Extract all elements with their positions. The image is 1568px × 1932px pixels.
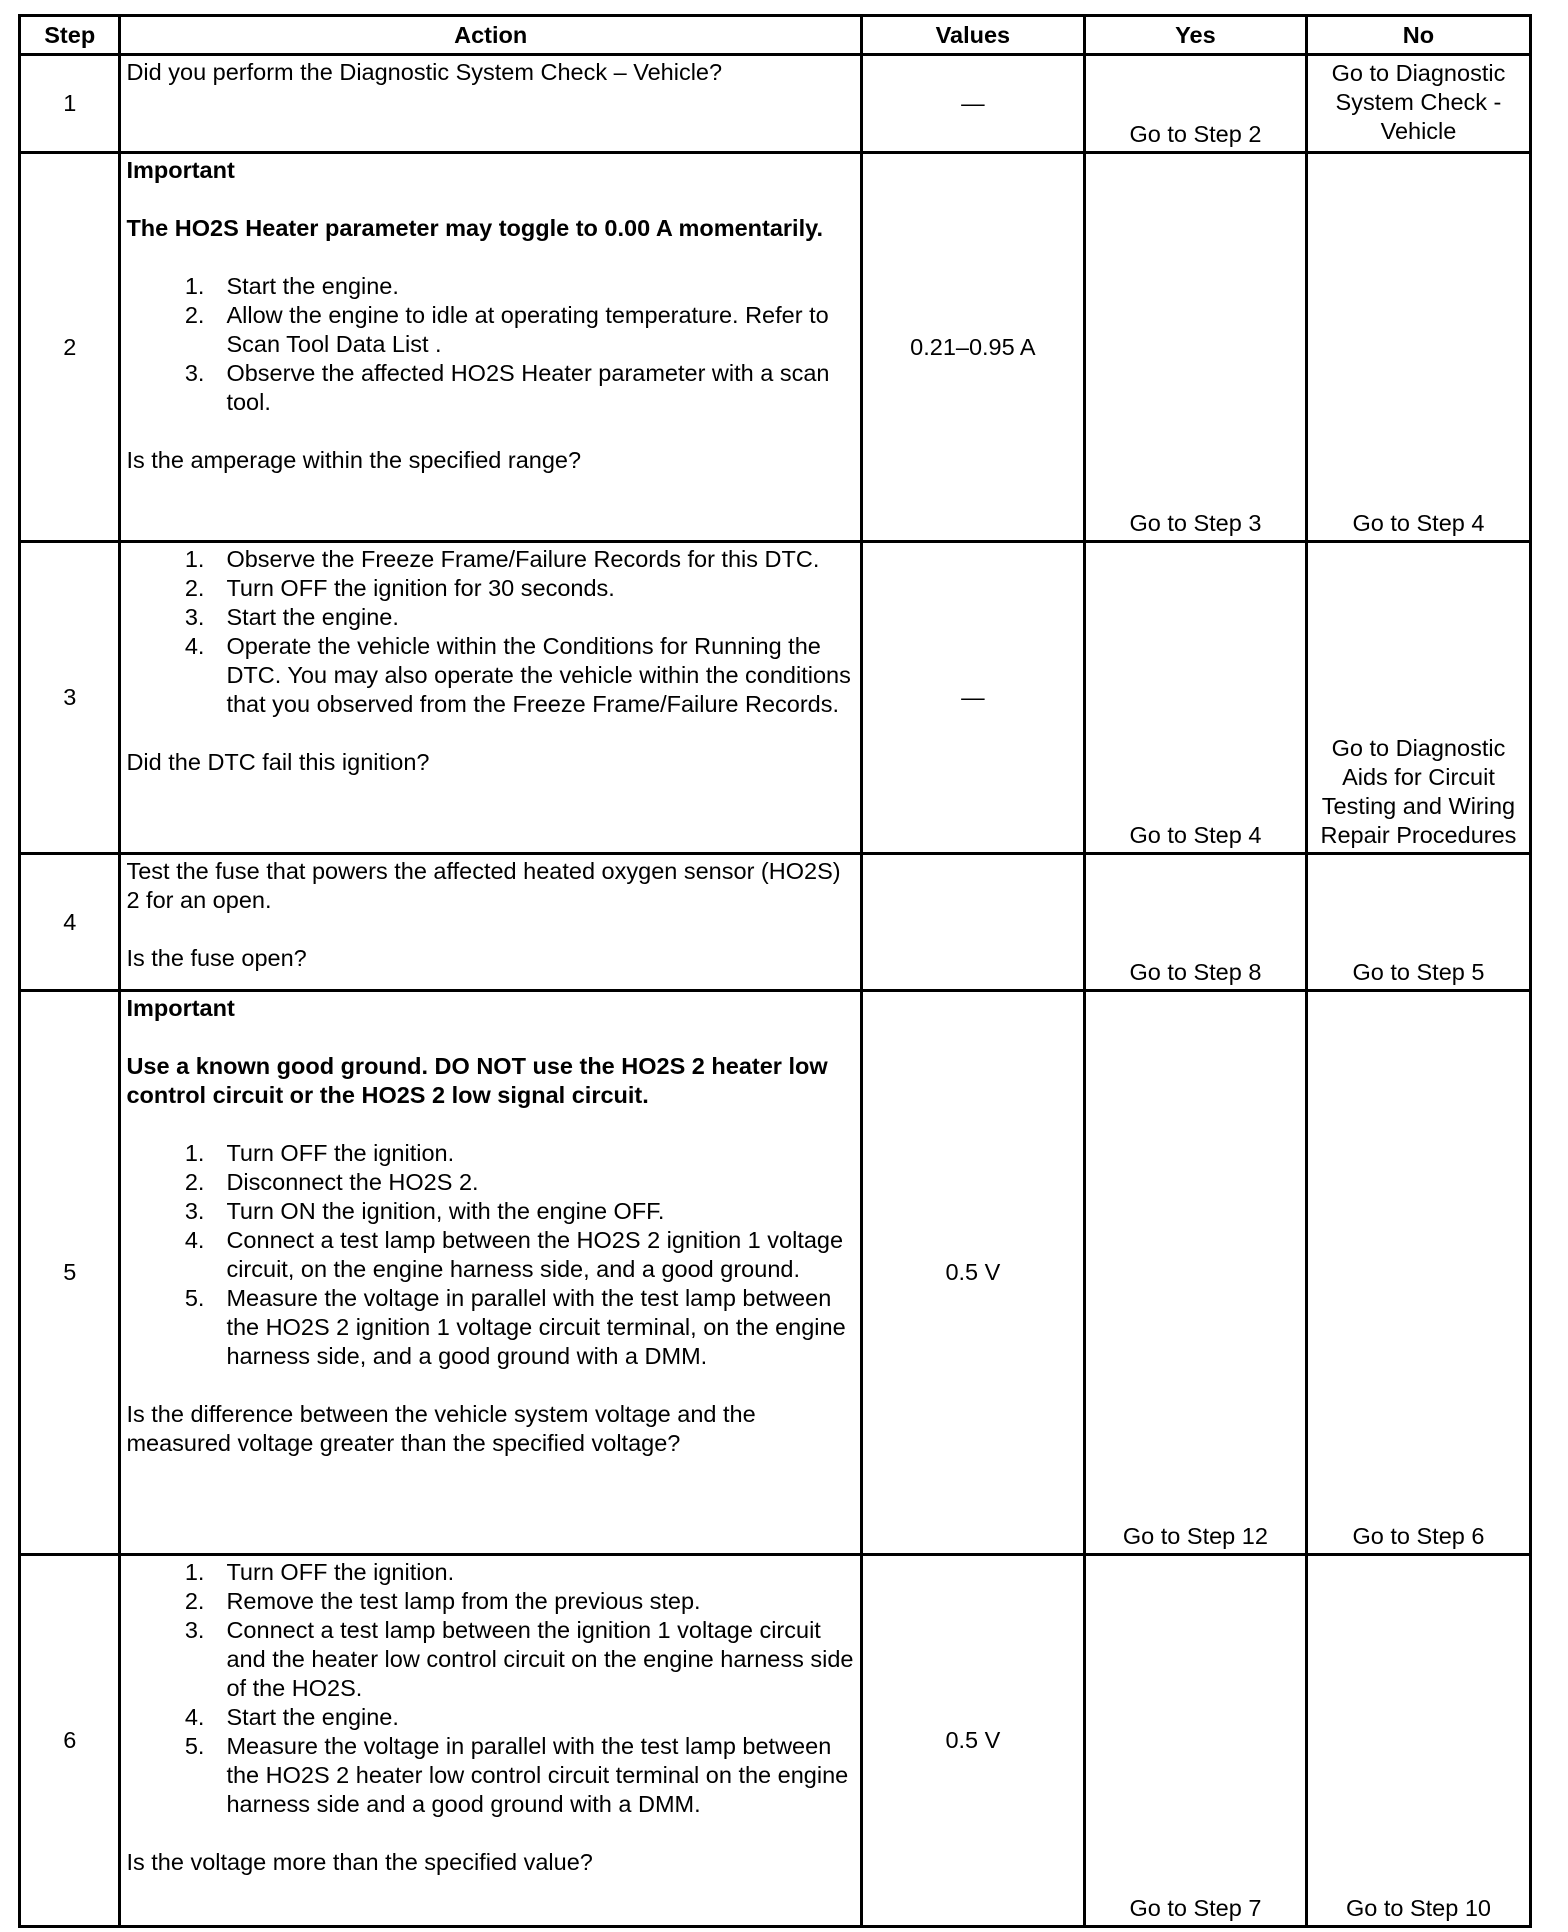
no-cell: Go to Step 4 (1306, 153, 1530, 542)
step-number: 2 (20, 153, 120, 542)
yes-cell: Go to Step 4 (1084, 542, 1306, 854)
table-row (20, 991, 1531, 1555)
value-cell: 0.5 V (861, 991, 1084, 1555)
list-item: 2. Remove the test lamp from the previous step. (184, 1588, 701, 1614)
list-item: 2. Turn OFF the ignition for 30 seconds. (184, 575, 615, 601)
no-cell: Go to Step 6 (1306, 991, 1530, 1555)
action-cell (120, 542, 861, 854)
table-row (20, 153, 1531, 542)
yes-cell: Go to Step 2 (1084, 55, 1306, 153)
table-row (20, 55, 1531, 153)
step-number: 5 (20, 991, 120, 1555)
table-row (20, 542, 1531, 854)
procedure-list (126, 272, 853, 417)
important-text: The HO2S Heater parameter may toggle to 0.00 A momentarily. (126, 215, 823, 241)
list-item: 2. Disconnect the HO2S 2. (184, 1169, 479, 1195)
procedure-list (126, 545, 853, 719)
step-number: 6 (20, 1555, 120, 1927)
yes-cell: Go to Step 7 (1084, 1555, 1306, 1927)
action-question: Is the fuse open? (126, 945, 307, 971)
list-item: 5. Measure the voltage in parallel with the test lamp between the HO2S 2 ignition 1 voltage circuit terminal, on the engine harness side, and a good ground with a DMM. (184, 1285, 846, 1369)
header-row (20, 16, 1531, 55)
list-item: 3. Connect a test lamp between the ignition 1 voltage circuit and the heater low control circuit on the engine harness side of the HO2S. (184, 1617, 854, 1701)
list-item: 3. Turn ON the ignition, with the engine OFF. (184, 1198, 665, 1224)
action-question: Did the DTC fail this ignition? (126, 749, 430, 775)
list-item: 4. Start the engine. (184, 1704, 399, 1730)
list-item: 5. Measure the voltage in parallel with the test lamp between the HO2S 2 heater low control circuit terminal on the engine harness side and a good ground with a DMM. (184, 1733, 849, 1817)
step-number: 4 (20, 854, 120, 991)
action-cell (120, 1555, 861, 1927)
list-item: 1. Turn OFF the ignition. (184, 1140, 455, 1166)
action-cell (120, 991, 861, 1555)
header-yes: Yes (1084, 16, 1306, 55)
value-cell: — (861, 542, 1084, 854)
list-item: 1. Observe the Freeze Frame/Failure Records for this DTC. (184, 546, 820, 572)
important-text: Use a known good ground. DO NOT use the HO2S 2 heater low control circuit or the HO2S 2 low signal circuit. (126, 1053, 828, 1108)
value-cell: 0.21–0.95 A (861, 153, 1084, 542)
header-values: Values (861, 16, 1084, 55)
value-cell: 0.5 V (861, 1555, 1084, 1927)
action-intro: Test the fuse that powers the affected heated oxygen sensor (HO2S) 2 for an open. (126, 858, 841, 913)
no-cell: Go to Diagnostic System Check - Vehicle (1306, 55, 1530, 153)
value-cell: — (861, 55, 1084, 153)
list-item: 4. Connect a test lamp between the HO2S 2 ignition 1 voltage circuit, on the engine harness side, and a good ground. (184, 1227, 844, 1282)
step-number: 3 (20, 542, 120, 854)
no-cell: Go to Step 10 (1306, 1555, 1530, 1927)
header-step: Step (20, 16, 120, 55)
table-row (20, 1555, 1531, 1927)
yes-cell: Go to Step 3 (1084, 153, 1306, 542)
yes-cell: Go to Step 12 (1084, 991, 1306, 1555)
no-cell: Go to Diagnostic Aids for Circuit Testing and Wiring Repair Procedures (1306, 542, 1530, 854)
action-question: Is the difference between the vehicle system voltage and the measured voltage greater than the specified voltage? (126, 1401, 756, 1456)
action-question: Is the amperage within the specified range? (126, 447, 582, 473)
table-row (20, 854, 1531, 991)
list-item: 1. Turn OFF the ignition. (184, 1559, 455, 1585)
list-item: 1. Start the engine. (184, 273, 399, 299)
header-action: Action (120, 16, 861, 55)
procedure-list (126, 1558, 853, 1819)
important-label: Important (126, 995, 235, 1021)
diagnostic-table (18, 14, 1532, 1928)
action-cell (120, 854, 861, 991)
no-cell: Go to Step 5 (1306, 854, 1530, 991)
yes-cell: Go to Step 8 (1084, 854, 1306, 991)
list-item: 3. Observe the affected HO2S Heater parameter with a scan tool. (184, 360, 830, 415)
list-item: 3. Start the engine. (184, 604, 399, 630)
action-cell (120, 153, 861, 542)
list-item: 2. Allow the engine to idle at operating temperature. Refer to Scan Tool Data List . (184, 302, 829, 357)
header-no: No (1306, 16, 1530, 55)
action-question: Is the voltage more than the specified value? (126, 1849, 593, 1875)
action-intro: Did you perform the Diagnostic System Check – Vehicle? (126, 59, 723, 85)
procedure-list (126, 1139, 853, 1371)
list-item: 4. Operate the vehicle within the Conditions for Running the DTC. You may also operate the vehicle within the conditions that you observed from the Freeze Frame/Failure Records. (184, 633, 851, 717)
value-cell (861, 854, 1084, 991)
important-label: Important (126, 157, 235, 183)
action-cell (120, 55, 861, 153)
step-number: 1 (20, 55, 120, 153)
